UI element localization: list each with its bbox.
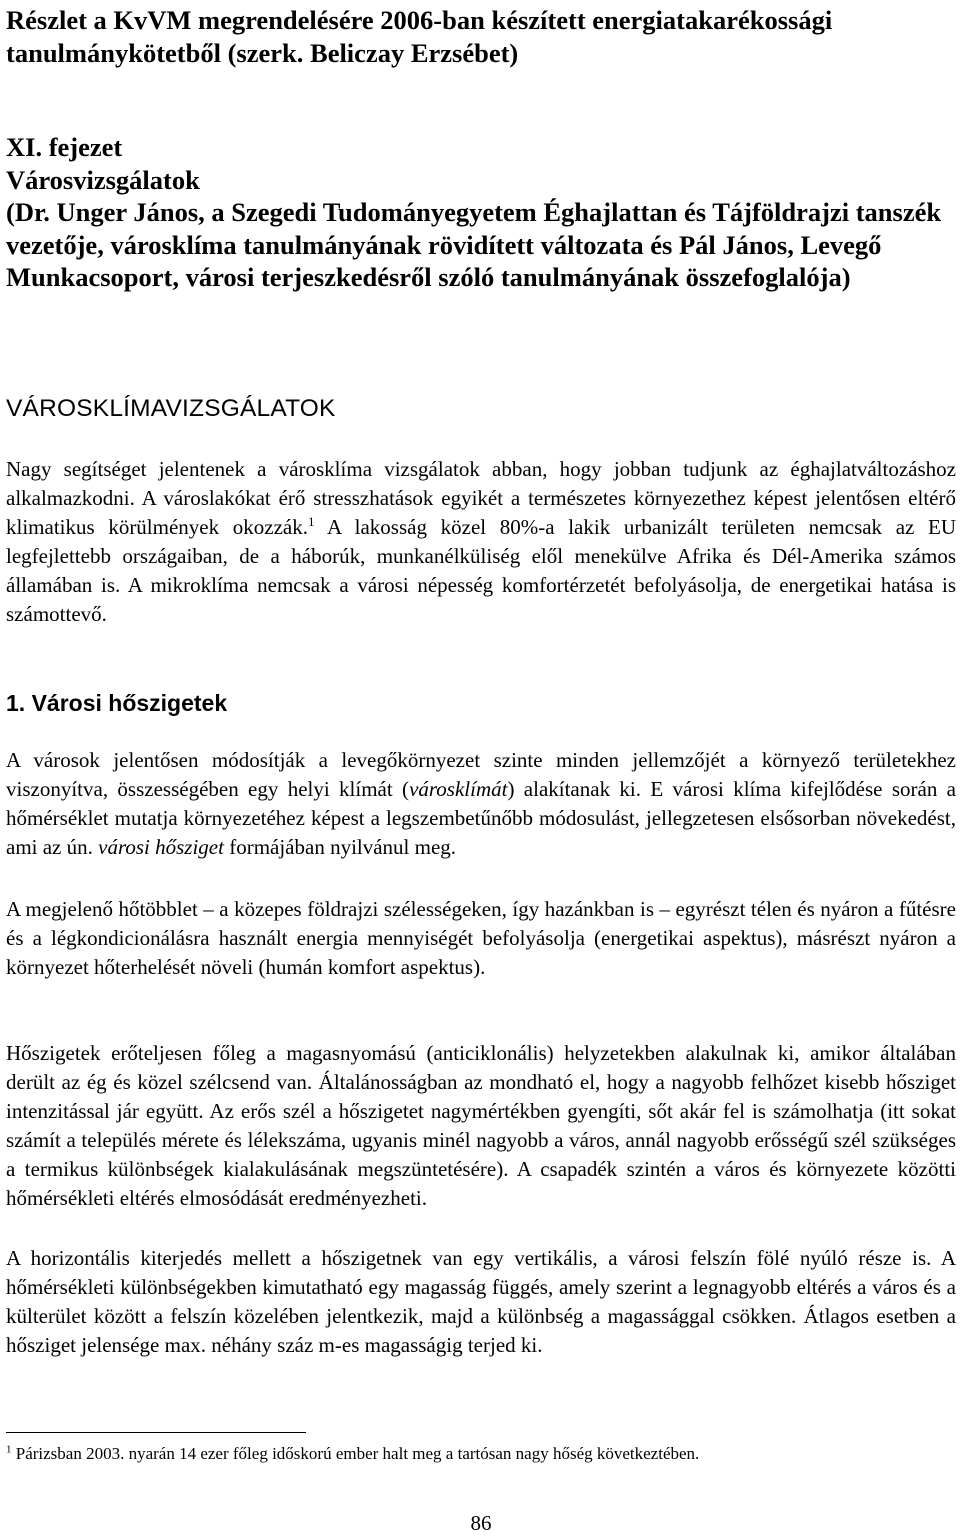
- paragraph-1-text-b: ) alakítanak ki. E városi klíma kifejlődése során a hőmérséklet mutatja környezetéhez képest a legszembetűnőbb módosulást, jellegzetesen elsősorban növekedést, ami az ún.: [6, 777, 956, 859]
- intro-text-1: Nagy segítséget jelentenek a városklíma vizsgálatok abban, hogy jobban tudjunk az éghajlatváltozáshoz alkalmazkodni. A városlakókat érő stresszhatások egyikét a természetes környezethez képest jelentősen eltérő klimatikus körülmények okozzák.: [6, 457, 956, 539]
- footnote-reference[interactable]: 1: [308, 514, 315, 529]
- header-line-1: Részlet a KvVM megrendelésére 2006-ban készített energiatakarékossági: [6, 5, 833, 35]
- intro-paragraph: [6, 455, 956, 629]
- footnote-number: 1: [6, 1443, 12, 1456]
- chapter-authors: (Dr. Unger János, a Szegedi Tudományegyetem Éghajlattan és Tájföldrajzi tanszék vezetője, városklíma tanulmányának rövidített változata és Pál János, Levegő Munkacsoport, városi terjeszkedésről szóló tanulmányának összefoglalója): [6, 197, 942, 292]
- paragraph-1-italic-term-2: városi hősziget: [98, 835, 224, 859]
- footnote: [6, 1442, 956, 1466]
- paragraph-1-text-a: A városok jelentősen módosítják a levegőkörnyezet szinte minden jellemzőjét a környező területekhez viszonyítva, összességében egy helyi klímát (: [6, 748, 956, 801]
- paragraph-1: [6, 746, 956, 862]
- section-title: VÁROSKLÍMAVIZSGÁLATOK: [6, 395, 336, 422]
- paragraph-3: Hőszigetek erőteljesen főleg a magasnyomású (anticiklonális) helyzetekben alakulnak ki, amikor általában derült az ég és közel szélcsend van. Általánosságban az mondható el, hogy a nagyobb felhőzet kisebb hősziget intenzitással jár együtt. Az erős szél a hőszigetet nagymértékben gyengíti, sőt akár fel is számolhatja (itt sokat számít a település mérete és lélekszáma, ugyanis minél nagyobb a város, annál nagyobb erősségű szél szükséges a termikus különbségek kialakulásának megszüntetésére). A csapadék szintén a város és környezete közötti hőmérsékleti eltérés elmosódását eredményezheti.: [6, 1041, 956, 1210]
- document-header: [6, 4, 956, 69]
- subheading: 1. Városi hőszigetek: [6, 690, 228, 716]
- paragraph-4: A horizontális kiterjedés mellett a hőszigetnek van egy vertikális, a városi felszín fölé nyúló része is. A hőmérsékleti különbségekben kimutatható egy magasság függés, amely szerint a legnagyobb eltérés a város és a külterület között a felszín közelében jelentkezik, majd a különbség a magassággal csökken. Átlagos esetben a hősziget jelensége max. néhány száz m-es magasságig terjed ki.: [6, 1246, 956, 1357]
- paragraph-1-italic-term: városklímát: [409, 777, 508, 801]
- intro-text-2: A lakosság közel 80%-a lakik urbanizált területen nemcsak az EU legfejlettebb országaiban, de a háborúk, munkanélküliség elől menekülve Afrika és Dél-Amerika számos államában is. A mikroklíma nemcsak a városi népesség komfortérzetét befolyásolja, de energetikai hatása is számottevő.: [6, 515, 957, 626]
- document-page: [6, 0, 956, 1537]
- footnote-divider: [6, 1432, 306, 1433]
- header-line-2: tanulmánykötetből (szerk. Beliczay Erzsébet): [6, 37, 519, 68]
- chapter-title: Városvizsgálatok: [6, 164, 200, 195]
- chapter-number: XI. fejezet: [6, 132, 123, 162]
- paragraph-1-text-c: formájában nyilvánul meg.: [223, 835, 457, 859]
- paragraph-2: A megjelenő hőtöbblet – a közepes földrajzi szélességeken, így hazánkban is – egyrészt télen és nyáron a fűtésre és a légkondicionálásra használt energia mennyiségét befolyásolja (energetikai aspektus), másrészt nyáron a környezet hőterhelését növeli (humán komfort aspektus).: [6, 897, 956, 979]
- chapter-block: [6, 131, 956, 294]
- page-number: 86: [470, 1511, 492, 1535]
- footnote-text: Párizsban 2003. nyarán 14 ezer főleg időskorú ember halt meg a tartósan nagy hőség következtében.: [11, 1444, 700, 1463]
